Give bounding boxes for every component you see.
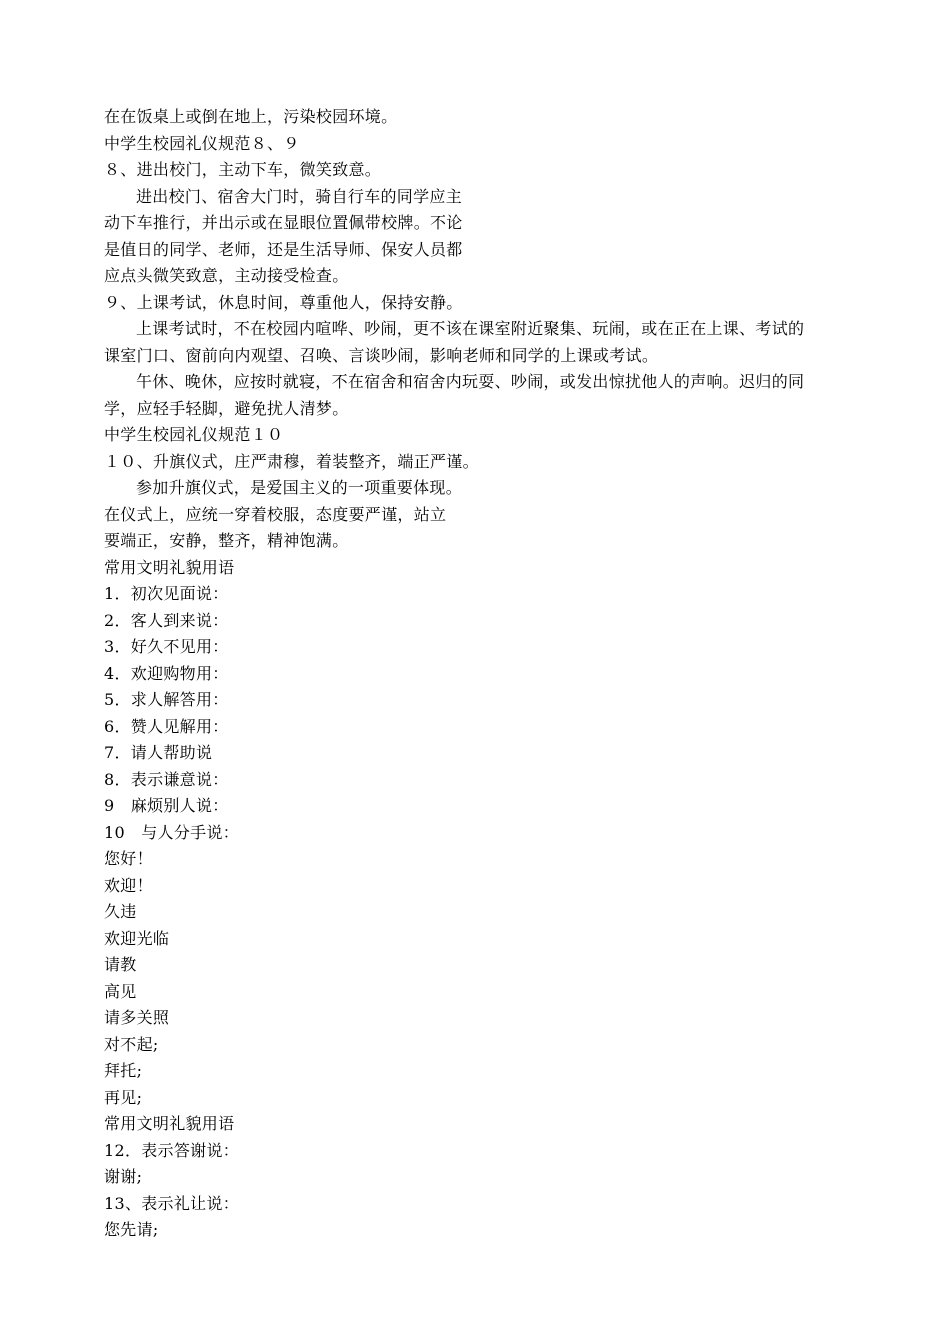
- list-item: 10 与人分手说：: [104, 822, 240, 842]
- text-line: 参加升旗仪式，是爱国主义的一项重要体现。: [136, 478, 463, 497]
- list-item: 13、表示礼让说：: [104, 1193, 240, 1213]
- list-item: 12．表示答谢说：: [104, 1140, 240, 1160]
- text-line: 在在饭桌上或倒在地上，污染校园环境。: [104, 107, 398, 126]
- document-page: [104, 104, 854, 1244]
- phrase-line: 请教: [104, 955, 137, 974]
- rule-heading: ９、上课考试，休息时间，尊重他人，保持安静。: [104, 292, 463, 312]
- text-line: 进出校门、宿舍大门时，骑自行车的同学应主: [136, 186, 463, 206]
- list-item: 7．请人帮助说: [104, 743, 213, 762]
- text-line: 是值日的同学、老师，还是生活导师、保安人员都: [104, 239, 463, 259]
- list-item: 9 麻烦别人说：: [104, 796, 229, 815]
- rule-heading: ８、进出校门，主动下车，微笑致意。: [104, 160, 382, 179]
- phrase-line: 请多关照: [104, 1008, 170, 1027]
- text-line: 要端正，安静，整齐，精神饱满。: [104, 531, 349, 550]
- rule-heading: １０、升旗仪式，庄严肃穆，着装整齐，端正严谨。: [104, 451, 479, 471]
- list-item: 1．初次见面说：: [104, 584, 229, 603]
- section-heading: 常用文明礼貌用语: [104, 1114, 235, 1133]
- phrase-line: 对不起;: [104, 1034, 159, 1054]
- phrase-line: 拜托;: [104, 1061, 143, 1080]
- phrase-line: 您好！: [104, 849, 153, 868]
- list-item: 5．求人解答用：: [104, 690, 229, 709]
- list-item: 2．客人到来说：: [104, 610, 229, 630]
- list-item: 8．表示谦意说：: [104, 769, 229, 789]
- text-line: 在仪式上，应统一穿着校服，态度要严谨，站立: [104, 504, 447, 524]
- phrase-line: 欢迎光临: [104, 928, 170, 948]
- section-heading: 中学生校园礼仪规范１０: [104, 425, 284, 444]
- phrase-line: 谢谢;: [104, 1167, 143, 1186]
- list-item: 6．赞人见解用：: [104, 716, 229, 736]
- text-line: 学，应轻手轻脚，避免扰人清梦。: [104, 398, 349, 418]
- section-heading: 中学生校园礼仪规范８、９: [104, 133, 300, 153]
- phrase-line: 再见;: [104, 1087, 143, 1107]
- text-line: 动下车推行，并出示或在显眼位置佩带校牌。不论: [104, 213, 463, 232]
- list-item: 4．欢迎购物用：: [104, 663, 229, 683]
- phrase-line: 高见: [104, 981, 137, 1001]
- phrase-line: 久违: [104, 902, 137, 921]
- phrase-line: 欢迎！: [104, 875, 153, 895]
- text-line: 上课考试时，不在校园内喧哗、吵闹，更不该在课室附近聚集、玩闹，或在正在上课、考试的: [136, 319, 805, 338]
- text-line: 课室门口、窗前向内观望、召唤、言谈吵闹，影响老师和同学的上课或考试。: [104, 345, 659, 365]
- list-item: 3．好久不见用：: [104, 637, 229, 656]
- text-line: 应点头微笑致意，主动接受检查。: [104, 266, 349, 285]
- text-line: 午休、晚休，应按时就寝，不在宿舍和宿舍内玩耍、吵闹，或发出惊扰他人的声响。迟归的同: [136, 372, 805, 391]
- phrase-line: 您先请;: [104, 1220, 159, 1239]
- section-heading: 常用文明礼貌用语: [104, 557, 235, 577]
